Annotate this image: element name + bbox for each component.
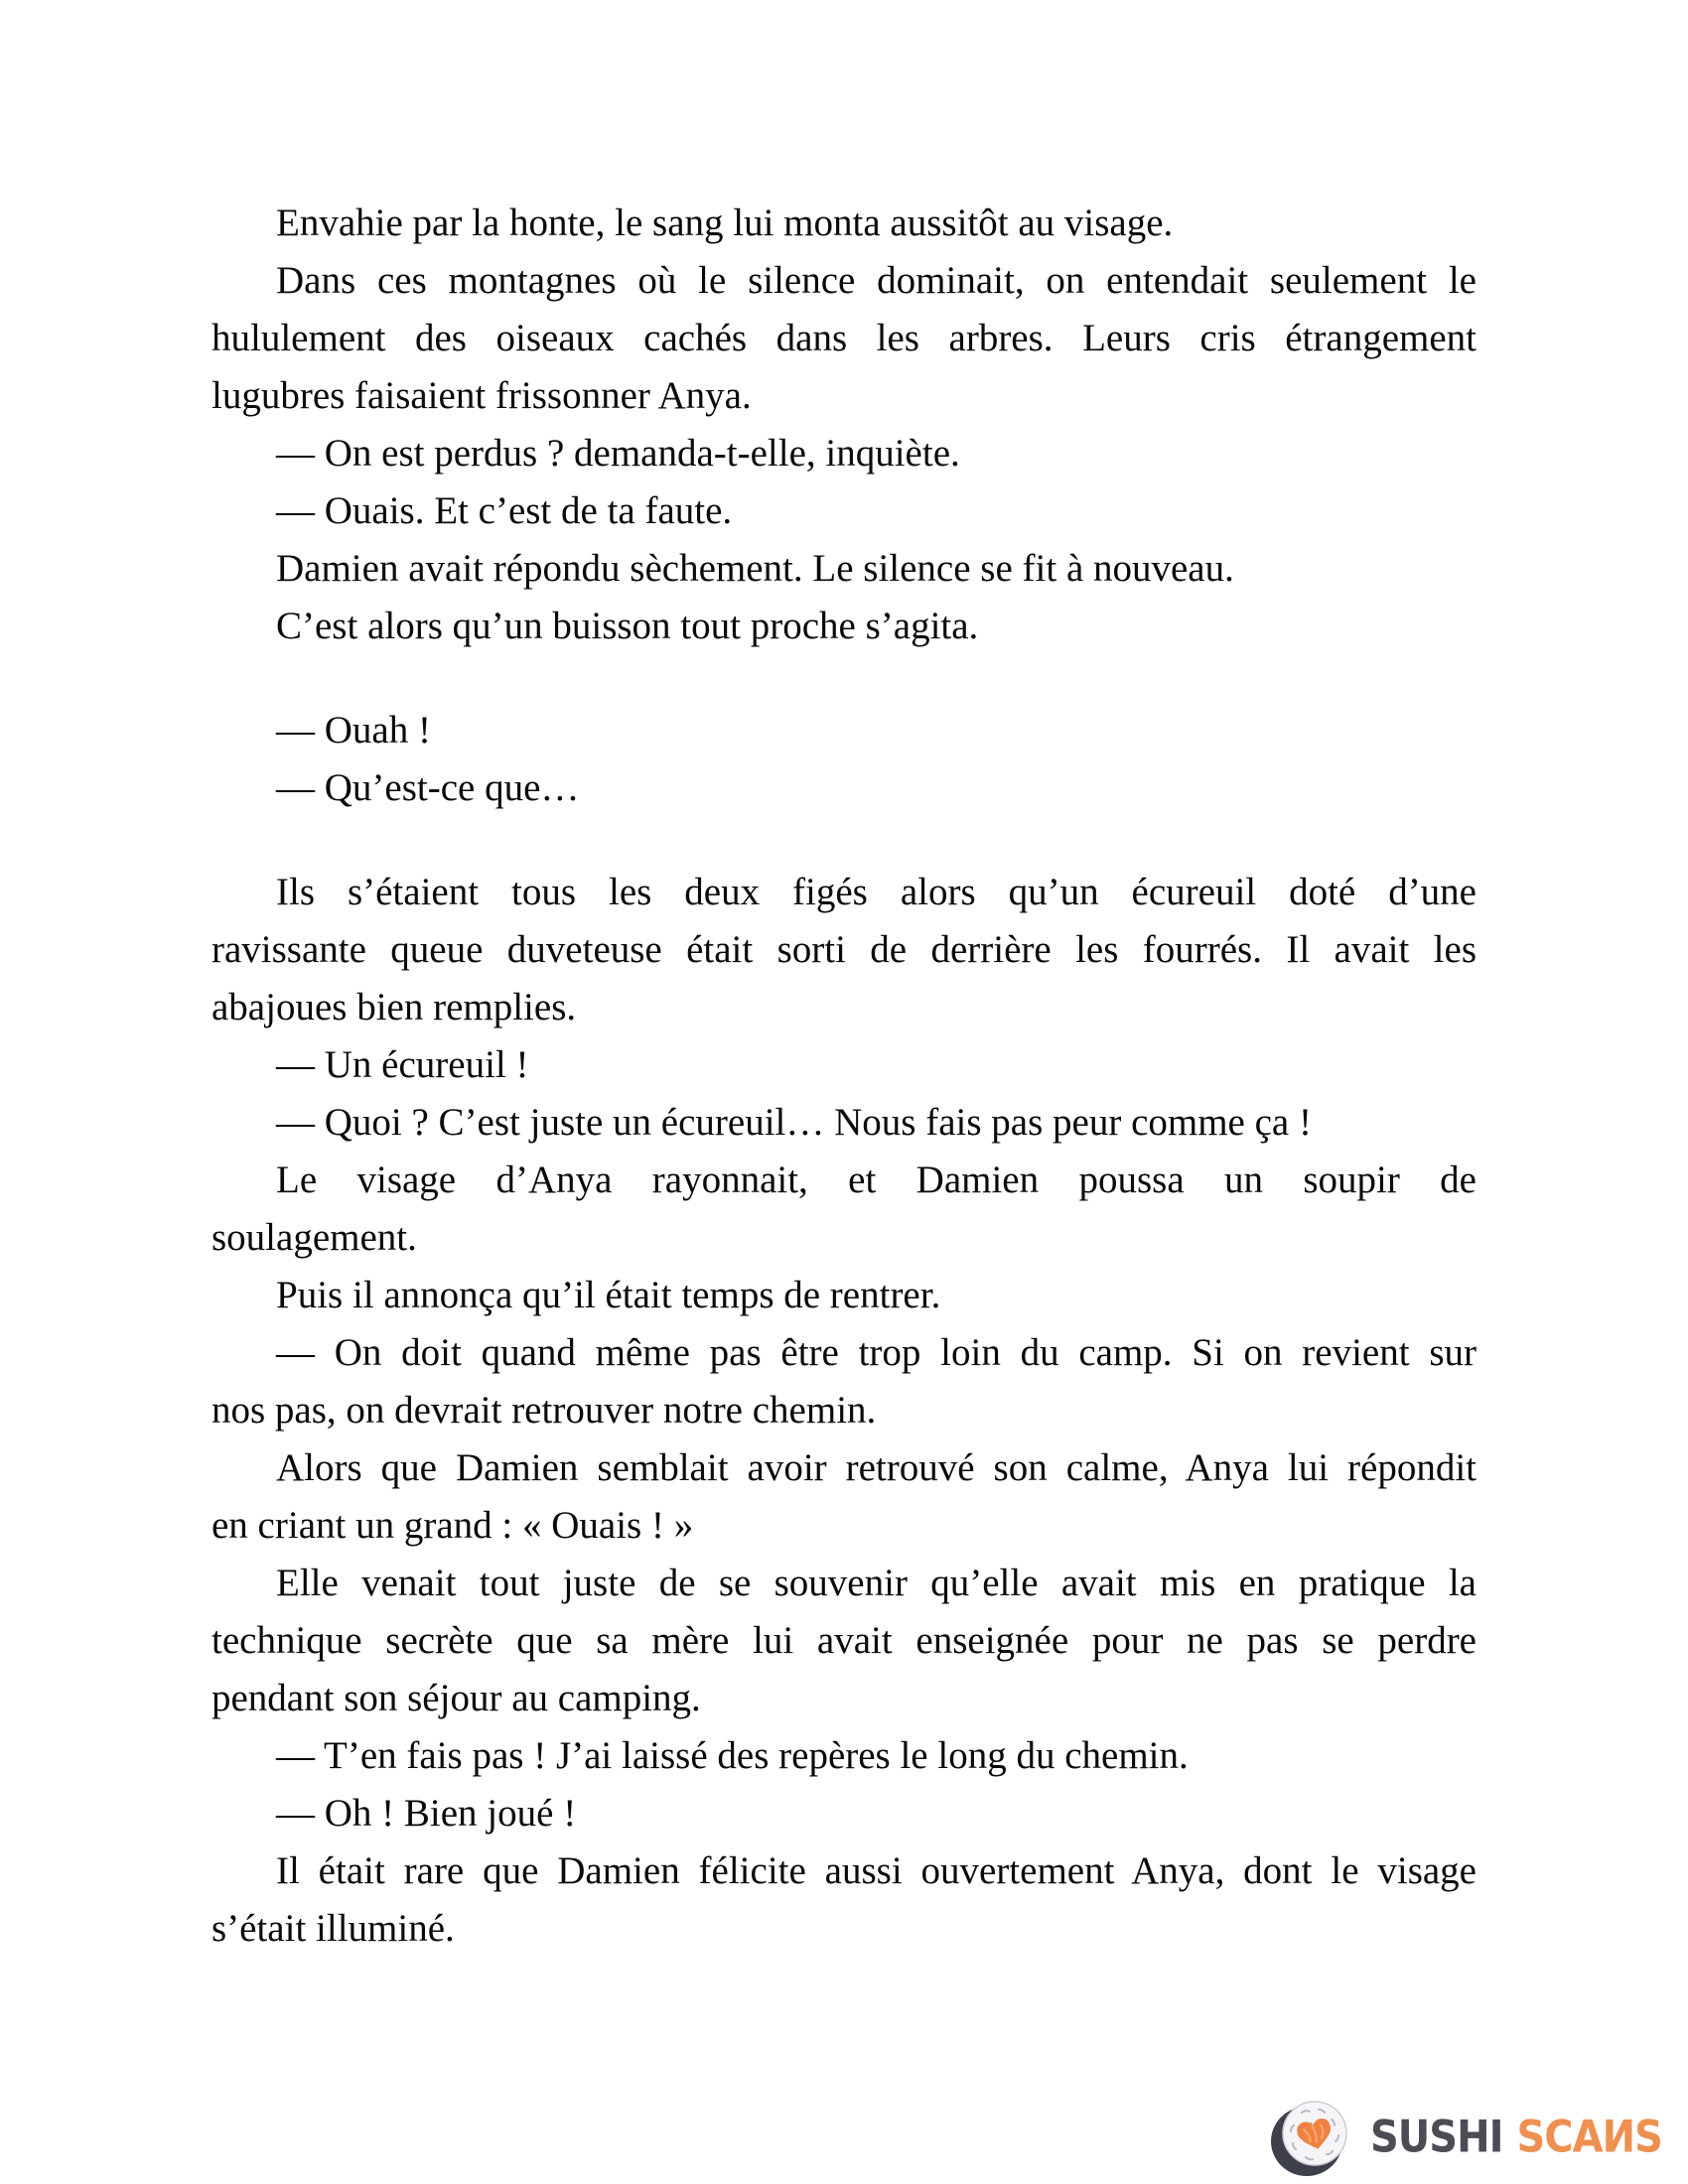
brand-wordmark — [1370, 2112, 1662, 2163]
text-line: C’est alors qu’un buisson tout proche s’agita. — [276, 605, 979, 647]
text-line: — T’en fais pas ! J’ai laissé des repères le long du chemin. — [276, 1734, 1189, 1777]
paragraph-spacer — [211, 817, 1477, 864]
paragraph-spacer — [211, 655, 1477, 702]
text-line: soulagement. — [211, 1216, 417, 1259]
sushi-roll-icon — [1269, 2096, 1352, 2179]
text-line: Il était rare que Damien félicite aussi ouvertement Anya, dont le visage — [276, 1849, 1477, 1892]
text-line: — Qu’est-ce que… — [276, 766, 580, 809]
text-line: — On est perdus ? demanda-t-elle, inquiète. — [276, 432, 960, 475]
text-line: s’était illuminé. — [211, 1907, 455, 1950]
text-line: nos pas, on devrait retrouver notre chemin. — [211, 1389, 877, 1432]
text-line: technique secrète que sa mère lui avait enseignée pour ne pas se perdre — [211, 1619, 1477, 1662]
text-line: hululement des oiseaux cachés dans les arbres. Leurs cris étrangement — [211, 317, 1477, 359]
text-line: Puis il annonça qu’il était temps de rentrer. — [276, 1274, 941, 1316]
text-line: Ils s’étaient tous les deux figés alors qu’un écureuil doté d’une — [276, 871, 1477, 913]
text-line: pendant son séjour au camping. — [211, 1677, 701, 1719]
text-line: Envahie par la honte, le sang lui monta aussitôt au visage. — [276, 202, 1174, 244]
text-line: — Ouais. Et c’est de ta faute. — [276, 489, 733, 532]
text-line: Le visage d’Anya rayonnait, et Damien poussa un soupir de — [276, 1159, 1477, 1201]
text-line: lugubres faisaient frissonner Anya. — [211, 374, 752, 417]
text-block — [211, 195, 1477, 1958]
brand-word-sushi: SUSHI — [1370, 2112, 1503, 2163]
footer-logo — [1269, 2095, 1662, 2180]
text-line: ravissante queue duveteuse était sorti de derrière les fourrés. Il avait les — [211, 928, 1477, 971]
text-line: abajoues bien remplies. — [211, 986, 577, 1028]
text-line: — Quoi ? C’est juste un écureuil… Nous fais pas peur comme ça ! — [276, 1101, 1312, 1144]
text-line: — Un écureuil ! — [276, 1043, 529, 1086]
text-line: — On doit quand même pas être trop loin du camp. Si on revient sur — [276, 1331, 1477, 1374]
brand-word-scans: SCAИS — [1516, 2112, 1662, 2163]
text-line: — Oh ! Bien joué ! — [276, 1792, 577, 1835]
text-line: Damien avait répondu sèchement. Le silence se fit à nouveau. — [276, 547, 1234, 590]
text-line: Elle venait tout juste de se souvenir qu’elle avait mis en pratique la — [276, 1562, 1477, 1604]
text-line: — Ouah ! — [276, 709, 431, 751]
text-line: Dans ces montagnes où le silence dominait, on entendait seulement le — [276, 259, 1477, 302]
text-line: en criant un grand : « Ouais ! » — [211, 1504, 694, 1547]
text-line: Alors que Damien semblait avoir retrouvé son calme, Anya lui répondit — [276, 1446, 1477, 1489]
